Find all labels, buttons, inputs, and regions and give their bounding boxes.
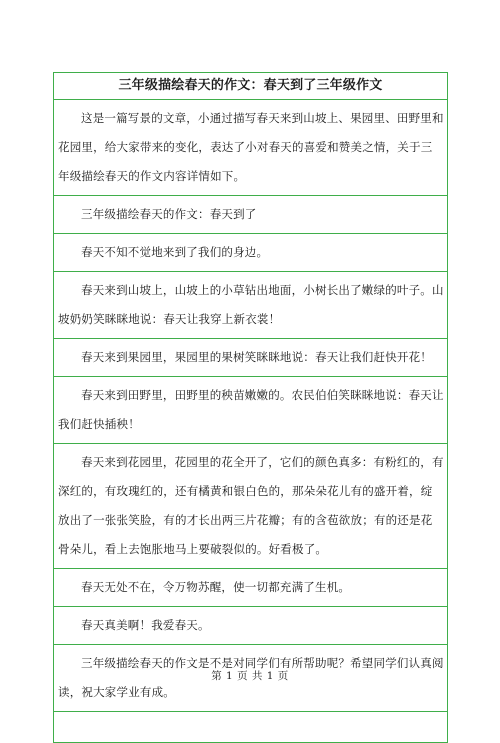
paragraph: 春天无处不在，令万物苏醒，使一切都充满了生机。	[54, 569, 448, 607]
table-row	[54, 339, 448, 377]
essay-subtitle: 三年级描绘春天的作文：春天到了	[54, 196, 448, 234]
empty-row	[54, 712, 448, 743]
paragraph: 春天来到果园里，果园里的果树笑眯眯地说：春天让我们赶快开花！	[54, 339, 448, 377]
page-footer: 第 1 页 共 1 页	[211, 670, 289, 682]
table-row	[54, 272, 448, 339]
table-row	[54, 607, 448, 645]
empty-cell	[54, 712, 448, 743]
table-row	[54, 234, 448, 272]
paragraph: 春天不知不觉地来到了我们的身边。	[54, 234, 448, 272]
intro-paragraph: 这是一篇写景的文章，小通过描写春天来到山坡上、果园里、田野里和花园里，给大家带来的变化，表达了小对春天的喜爱和赞美之情，关于三年级描绘春天的作文内容详情如下。	[54, 100, 448, 196]
closing-paragraph: 三年级描绘春天的作文是不是对同学们有所帮助呢？希望同学们认真阅读，祝大家学业有成。	[54, 645, 448, 712]
paragraph: 春天来到山坡上，山坡上的小草钻出地面，小树长出了嫩绿的叶子。山坡奶奶笑眯眯地说：春天让我穿上新衣裳！	[54, 272, 448, 339]
table-row	[54, 196, 448, 234]
document-table	[53, 72, 448, 743]
document-title: 三年级描绘春天的作文：春天到了三年级作文	[54, 73, 448, 100]
table-row	[54, 444, 448, 569]
table-row	[54, 100, 448, 196]
paragraph: 春天来到田野里，田野里的秧苗嫩嫩的。农民伯伯笑眯眯地说：春天让我们赶快插秧！	[54, 377, 448, 444]
paragraph: 春天真美啊！我爱春天。	[54, 607, 448, 645]
table-row	[54, 377, 448, 444]
table-row	[54, 569, 448, 607]
title-row	[54, 73, 448, 100]
paragraph: 春天来到花园里，花园里的花全开了，它们的颜色真多：有粉红的，有深红的，有玫瑰红的，还有橘黄和银白色的，那朵朵花儿有的盛开着，绽放出了一张张笑脸，有的才长出两三片花瓣；有的含苞欲放；有的还是花骨朵儿，看上去饱胀地马上要破裂似的。好看极了。	[54, 444, 448, 569]
